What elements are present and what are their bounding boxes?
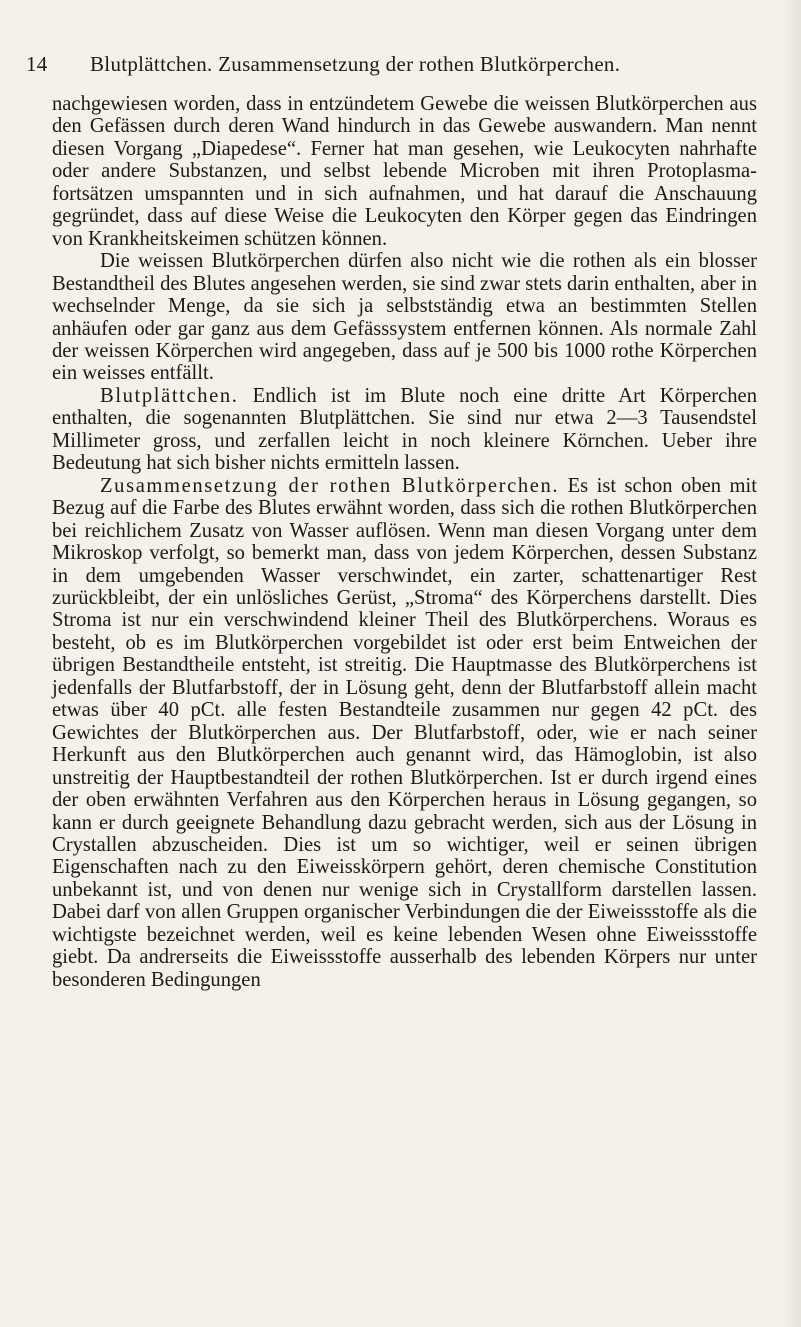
section-lead-blutplaettchen: Blutplättchen.	[100, 384, 239, 407]
running-title: Blutplättchen. Zusammensetzung der rothen Blutkörperchen.	[90, 52, 621, 76]
running-header	[26, 52, 721, 77]
page-edge-shadow	[781, 0, 801, 1327]
page-number: 14	[26, 52, 48, 76]
paragraph-2	[52, 250, 757, 385]
paragraph-text: Es ist schon oben mit Bezug auf die Farbe des Blutes erwähnt worden, dass sich die rothen Blutkörperchen bei reichlichem Zusatz von Wasser auflösen. Wenn man diesen Vorgang unter dem Mikroskop verfolgt, so bemerkt man, dass von jedem Körperchen, dessen Substanz in dem umgebenden Wasser verschwindet, ein zarter, schattenartiger Rest zurückbleibt, der ein unlösliches Gerüst, „Stroma“ des Körperchens darstellt. Dies Stroma ist nur ein verschwindend kleiner Theil des Blutkörperchens. Woraus es besteht, ob es im Blutkörperchen vorgebildet ist oder erst beim Entweichen der übrigen Bestandtheile entsteht, ist streitig. Die Hauptmasse des Blutkörperchens ist jedenfalls der Blutfarbstoff, der in Lösung geht, denn der Blutfarbstoff allein macht etwas über 40 pCt. alle festen Bestandteile zusammen nur gegen 42 pCt. des Gewichtes der Blutkörperchen aus. Der Blutfarbstoff, oder, wie er nach seiner Herkunft aus den Blutkörperchen auch genannt wird, das Hämoglobin, ist also unstreitig der Hauptbestandteil der rothen Blutkörperchen. Ist er durch irgend eines der oben erwähnten Verfahren aus den Körperchen heraus in Lösung gegangen, so kann er durch geeignete Behandlung dazu gebracht werden, sich aus der Lösung in Crystallen abzuscheiden. Dies ist um so wichtiger, weil er seinen übrigen Eigenschaften nach zu den Eiweisskörpern gehört, deren chemische Constitution unbekannt ist, und von denen nur wenige sich in Crystallform darstellen lassen. Dabei darf von allen Gruppen organischer Verbindungen die der Eiweissstoffe als die wichtigste bezeichnet werden, weil es keine lebenden Wesen ohne Eiweissstoffe giebt. Da andrerseits die Eiweissstoffe ausserhalb des lebenden Körpers nur unter besonderen Bedingungen	[52, 474, 757, 991]
section-lead-zusammensetzung: Zusammensetzung der rothen Blutkörperchen.	[100, 474, 560, 497]
paragraph-3	[52, 385, 757, 475]
paragraph-text: nachgewiesen worden, dass in entzündetem Gewebe die weissen Blutkörperchen aus den Gefässen durch deren Wand hindurch in das Gewebe auswandern. Man nennt diesen Vorgang „Diapedese“. Ferner hat man gesehen, wie Leukocyten nahrhafte oder andere Substanzen, und selbst lebende Microben mit ihren Protoplasma-fortsätzen umspannten und in sich aufnahmen, und hat darauf die Anschauung gegründet, dass auf diese Weise die Leukocyten den Körper gegen das Eindringen von Krankheitskeimen schützen können.	[52, 93, 757, 250]
paragraph-text: Endlich ist im Blute noch eine dritte Art Körperchen enthalten, die sogenannten Blutplättchen. Sie sind nur etwa 2—3 Tausendstel Millimeter gross, und zerfallen leicht in noch kleinere Körnchen. Ueber ihre Bedeutung hat sich bisher nichts ermitteln lassen.	[52, 384, 757, 475]
paragraph-text: Die weissen Blutkörperchen dürfen also nicht wie die rothen als ein blosser Bestandtheil des Blutes angesehen werden, sie sind zwar stets darin enthalten, aber in wechselnder Menge, da sie sich ja selbstständig etwa an bestimmten Stellen anhäufen oder gar ganz aus dem Gefässsystem entfernen können. Als normale Zahl der weissen Körperchen wird angegeben, dass auf je 500 bis 1000 rothe Körperchen ein weisses entfällt.	[52, 250, 757, 385]
paragraph-4	[52, 475, 757, 991]
paragraph-1	[52, 93, 757, 250]
body-text	[52, 93, 757, 991]
